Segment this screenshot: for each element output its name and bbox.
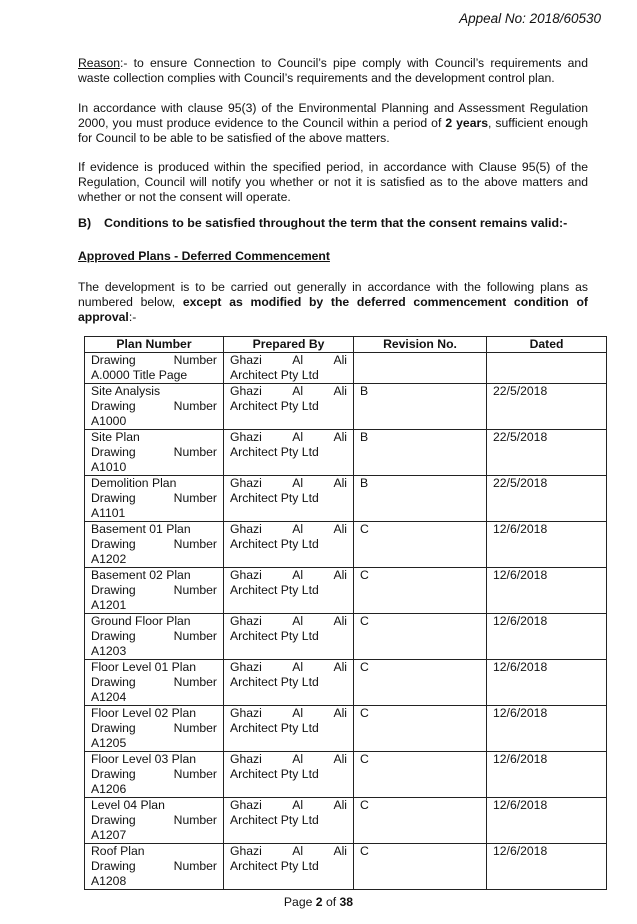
drawing-label: Drawing <box>91 629 136 643</box>
table-header-row <box>85 337 607 353</box>
preparer-last: Ali <box>333 430 347 444</box>
plan-title: Floor Level 01 Plan <box>91 660 197 674</box>
prepared-by-cell <box>224 353 354 384</box>
plan-code: A1206 <box>91 782 127 796</box>
drawing-number-line <box>91 399 217 414</box>
preparer-name-line <box>230 353 347 368</box>
prepared-by-cell <box>224 430 354 476</box>
plan-number-cell <box>85 844 224 890</box>
preparer-first: Ghazi <box>230 798 262 812</box>
preparer-last: Ali <box>333 384 347 398</box>
preparer-last: Ali <box>333 706 347 720</box>
dated-cell: 12/6/2018 <box>487 660 607 706</box>
preparer-middle: Al <box>292 568 304 582</box>
plan-code: A1208 <box>91 874 127 888</box>
drawing-label: Drawing <box>91 813 136 827</box>
prepared-by-cell <box>224 844 354 890</box>
plan-number-cell <box>85 353 224 384</box>
clause-95-3-paragraph <box>78 101 588 146</box>
table-row <box>85 568 607 614</box>
preparer-middle: Al <box>292 476 304 490</box>
dated-cell: 12/6/2018 <box>487 568 607 614</box>
preparer-first: Ghazi <box>230 706 262 720</box>
plan-title: Floor Level 03 Plan <box>91 752 197 766</box>
plan-number-cell <box>85 614 224 660</box>
drawing-number-line <box>91 813 217 828</box>
revision-cell: C <box>354 522 487 568</box>
prepared-by-cell <box>224 384 354 430</box>
preparer-last: Ali <box>333 522 347 536</box>
plan-code: A1205 <box>91 736 127 750</box>
plan-number-cell <box>85 752 224 798</box>
dated-cell: 22/5/2018 <box>487 384 607 430</box>
prepared-by-cell <box>224 706 354 752</box>
drawing-label: Drawing <box>91 491 136 505</box>
preparer-middle: Al <box>292 798 304 812</box>
plan-title: Site Analysis <box>91 384 161 398</box>
drawing-number-line <box>91 445 217 460</box>
plan-title: Roof Plan <box>91 844 145 858</box>
drawing-number-line <box>91 721 217 736</box>
number-label: Number <box>173 629 217 643</box>
appeal-number-header: Appeal No: 2018/60530 <box>459 11 601 26</box>
plan-code: A.0000 Title Page <box>91 368 188 382</box>
dated-cell: 22/5/2018 <box>487 430 607 476</box>
plan-code: A1203 <box>91 644 127 658</box>
number-label: Number <box>173 353 217 367</box>
prepared-by-cell <box>224 798 354 844</box>
preparer-middle: Al <box>292 844 304 858</box>
prepared-by-cell <box>224 752 354 798</box>
table-row <box>85 384 607 430</box>
drawing-label: Drawing <box>91 859 136 873</box>
preparer-company: Architect Pty Ltd <box>230 445 319 459</box>
plan-code: A1201 <box>91 598 127 612</box>
preparer-company: Architect Pty Ltd <box>230 399 319 413</box>
plan-title: Level 04 Plan <box>91 798 165 812</box>
clause-95-3-period: 2 years <box>445 116 489 130</box>
drawing-number-line <box>91 353 217 368</box>
drawing-number-line <box>91 859 217 874</box>
preparer-company: Architect Pty Ltd <box>230 368 319 382</box>
preparer-name-line <box>230 522 347 537</box>
preparer-first: Ghazi <box>230 752 262 766</box>
revision-cell: B <box>354 430 487 476</box>
approved-plans-intro-text: The development is to be carried out generally in accordance with the following plans as numbered below, <box>78 280 588 309</box>
drawing-label: Drawing <box>91 721 136 735</box>
preparer-last: Ali <box>333 752 347 766</box>
table-row <box>85 430 607 476</box>
revision-cell: C <box>354 660 487 706</box>
preparer-first: Ghazi <box>230 660 262 674</box>
number-label: Number <box>173 491 217 505</box>
preparer-company: Architect Pty Ltd <box>230 721 319 735</box>
number-label: Number <box>173 859 217 873</box>
preparer-company: Architect Pty Ltd <box>230 859 319 873</box>
preparer-company: Architect Pty Ltd <box>230 813 319 827</box>
number-label: Number <box>173 721 217 735</box>
preparer-company: Architect Pty Ltd <box>230 491 319 505</box>
plan-number-cell <box>85 798 224 844</box>
preparer-name-line <box>230 430 347 445</box>
revision-cell: C <box>354 614 487 660</box>
plan-title: Site Plan <box>91 430 140 444</box>
revision-cell: C <box>354 706 487 752</box>
table-row <box>85 660 607 706</box>
table-row <box>85 752 607 798</box>
dated-cell: 12/6/2018 <box>487 752 607 798</box>
revision-cell <box>354 353 487 384</box>
approved-plans-heading: Approved Plans - Deferred Commencement <box>78 249 330 263</box>
preparer-middle: Al <box>292 752 304 766</box>
approved-plans-table-body <box>85 353 607 890</box>
plan-title: Floor Level 02 Plan <box>91 706 197 720</box>
clause-95-3-text-before: In accordance with clause 95(3) of the Environmental Planning and Assessment Regulation 2000, you must produce evidence to the Council within a period of <box>78 101 588 130</box>
prepared-by-cell <box>224 614 354 660</box>
reason-text: :- to ensure Connection to Council’s pipe comply with Council’s requirements and waste collection complies with Council’s requirements and the development control plan. <box>78 56 588 85</box>
drawing-number-line <box>91 491 217 506</box>
preparer-name-line <box>230 752 347 767</box>
prepared-by-cell <box>224 476 354 522</box>
preparer-name-line <box>230 798 347 813</box>
preparer-company: Architect Pty Ltd <box>230 629 319 643</box>
preparer-first: Ghazi <box>230 430 262 444</box>
plan-number-cell <box>85 568 224 614</box>
revision-cell: C <box>354 798 487 844</box>
section-b-heading <box>78 216 567 230</box>
approved-plans-intro-end: :- <box>128 310 137 324</box>
approved-plans-table <box>84 336 607 890</box>
preparer-name-line <box>230 660 347 675</box>
preparer-middle: Al <box>292 614 304 628</box>
column-header-prepared-by: Prepared By <box>224 337 354 353</box>
preparer-company: Architect Pty Ltd <box>230 583 319 597</box>
table-row <box>85 476 607 522</box>
reason-paragraph <box>78 56 588 86</box>
preparer-first: Ghazi <box>230 522 262 536</box>
preparer-last: Ali <box>333 568 347 582</box>
drawing-label: Drawing <box>91 445 136 459</box>
preparer-last: Ali <box>333 614 347 628</box>
preparer-middle: Al <box>292 522 304 536</box>
preparer-last: Ali <box>333 844 347 858</box>
prepared-by-cell <box>224 522 354 568</box>
plan-code: A1000 <box>91 414 127 428</box>
table-row <box>85 798 607 844</box>
preparer-first: Ghazi <box>230 353 262 367</box>
drawing-number-line <box>91 629 217 644</box>
section-b-title: Conditions to be satisfied throughout the term that the consent remains valid:- <box>104 216 568 230</box>
section-b-letter: B) <box>78 216 92 230</box>
dated-cell: 12/6/2018 <box>487 522 607 568</box>
drawing-number-line <box>91 583 217 598</box>
prepared-by-cell <box>224 660 354 706</box>
dated-cell <box>487 353 607 384</box>
number-label: Number <box>173 399 217 413</box>
number-label: Number <box>173 583 217 597</box>
revision-cell: C <box>354 844 487 890</box>
plan-number-cell <box>85 660 224 706</box>
preparer-first: Ghazi <box>230 384 262 398</box>
page-total: 38 <box>339 895 354 909</box>
drawing-label: Drawing <box>91 537 136 551</box>
plan-number-cell <box>85 522 224 568</box>
preparer-last: Ali <box>333 798 347 812</box>
clause-95-3-text-after: , sufficient enough for Council to be able to be satisfied of the above matters. <box>78 116 588 145</box>
plan-code: A1207 <box>91 828 127 842</box>
preparer-company: Architect Pty Ltd <box>230 767 319 781</box>
number-label: Number <box>173 537 217 551</box>
preparer-name-line <box>230 614 347 629</box>
preparer-middle: Al <box>292 706 304 720</box>
page-of-label: of <box>322 895 340 909</box>
plan-number-cell <box>85 430 224 476</box>
plan-code: A1202 <box>91 552 127 566</box>
drawing-label: Drawing <box>91 353 136 367</box>
dated-cell: 12/6/2018 <box>487 614 607 660</box>
page-footer <box>0 895 637 909</box>
drawing-number-line <box>91 675 217 690</box>
preparer-name-line <box>230 844 347 859</box>
drawing-label: Drawing <box>91 399 136 413</box>
revision-cell: C <box>354 568 487 614</box>
revision-cell: B <box>354 384 487 430</box>
preparer-first: Ghazi <box>230 844 262 858</box>
drawing-number-line <box>91 767 217 782</box>
plan-title: Basement 02 Plan <box>91 568 191 582</box>
preparer-last: Ali <box>333 660 347 674</box>
table-row <box>85 706 607 752</box>
plan-title: Ground Floor Plan <box>91 614 191 628</box>
preparer-first: Ghazi <box>230 476 262 490</box>
prepared-by-cell <box>224 568 354 614</box>
number-label: Number <box>173 445 217 459</box>
plan-number-cell <box>85 384 224 430</box>
table-row <box>85 353 607 384</box>
preparer-middle: Al <box>292 353 304 367</box>
column-header-revision: Revision No. <box>354 337 487 353</box>
dated-cell: 12/6/2018 <box>487 844 607 890</box>
table-row <box>85 522 607 568</box>
plan-title: Demolition Plan <box>91 476 177 490</box>
preparer-middle: Al <box>292 430 304 444</box>
number-label: Number <box>173 767 217 781</box>
number-label: Number <box>173 675 217 689</box>
page-label: Page <box>283 895 316 909</box>
plan-number-cell <box>85 706 224 752</box>
column-header-plan-number: Plan Number <box>85 337 224 353</box>
page-current: 2 <box>315 895 323 909</box>
table-row <box>85 844 607 890</box>
preparer-last: Ali <box>333 353 347 367</box>
approved-plans-intro-bold: except as modified by the deferred commencement condition of approval <box>78 295 588 324</box>
reason-label: Reason <box>78 56 121 70</box>
plan-code: A1204 <box>91 690 127 704</box>
preparer-last: Ali <box>333 476 347 490</box>
preparer-middle: Al <box>292 660 304 674</box>
drawing-number-line <box>91 537 217 552</box>
plan-number-cell <box>85 476 224 522</box>
plan-code: A1101 <box>91 506 126 520</box>
dated-cell: 12/6/2018 <box>487 798 607 844</box>
revision-cell: C <box>354 752 487 798</box>
preparer-middle: Al <box>292 384 304 398</box>
preparer-company: Architect Pty Ltd <box>230 537 319 551</box>
preparer-company: Architect Pty Ltd <box>230 675 319 689</box>
drawing-label: Drawing <box>91 767 136 781</box>
revision-cell: B <box>354 476 487 522</box>
drawing-label: Drawing <box>91 583 136 597</box>
preparer-first: Ghazi <box>230 614 262 628</box>
drawing-label: Drawing <box>91 675 136 689</box>
number-label: Number <box>173 813 217 827</box>
preparer-name-line <box>230 568 347 583</box>
dated-cell: 12/6/2018 <box>487 706 607 752</box>
preparer-name-line <box>230 476 347 491</box>
preparer-name-line <box>230 706 347 721</box>
dated-cell: 22/5/2018 <box>487 476 607 522</box>
approved-plans-intro <box>78 280 588 325</box>
table-row <box>85 614 607 660</box>
preparer-first: Ghazi <box>230 568 262 582</box>
plan-code: A1010 <box>91 460 127 474</box>
plan-title: Basement 01 Plan <box>91 522 191 536</box>
column-header-dated: Dated <box>487 337 607 353</box>
preparer-name-line <box>230 384 347 399</box>
clause-95-5-paragraph: If evidence is produced within the specified period, in accordance with Clause 95(5) of the Regulation, Council will notify you whether or not it is satisfied as to the above matters and whether or not the consent will operate. <box>78 160 588 204</box>
